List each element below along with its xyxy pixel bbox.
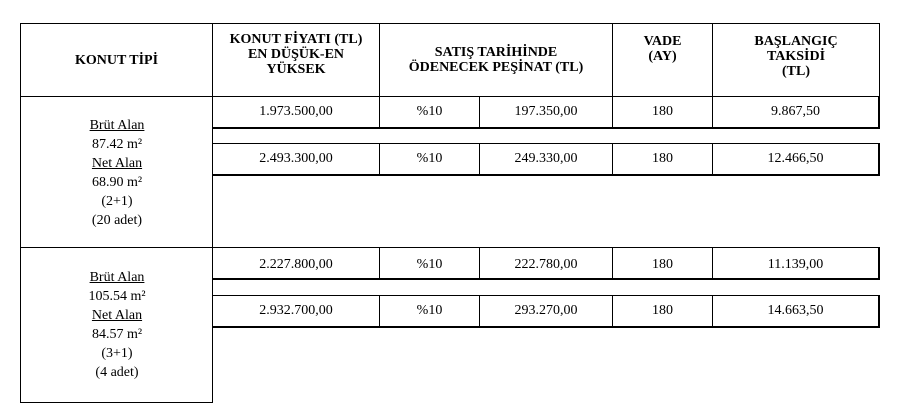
row-4-price: 2.932.700,00 [259,303,333,318]
left-column-bottom [20,402,213,403]
row-1-down: 197.350,00 [514,104,578,119]
row-3-down: 222.780,00 [514,257,578,272]
row-2-price: 2.493.300,00 [259,151,333,166]
group-1-brut-value: 87.42 m² [91,137,143,152]
header-fiyat-line1: KONUT FİYATI (TL) [229,32,363,47]
group-separator [20,247,213,248]
header-fiyat [213,24,379,96]
row-2-down: 249.330,00 [514,151,578,166]
header-vade-line2: (AY) [648,49,677,64]
group-2-brut-label: Brüt Alan [89,270,145,285]
row-4-down: 293.270,00 [514,303,578,318]
group-1-net-value: 68.90 m² [91,175,143,190]
group-1-brut-label: Brüt Alan [89,118,145,133]
header-pesinat [380,24,612,96]
row-2-term: 180 [652,151,673,166]
group-2-net-label: Net Alan [91,308,143,323]
group-2-brut-value: 105.54 m² [88,289,146,304]
row-1-price: 1.973.500,00 [259,104,333,119]
data-row [213,247,880,280]
data-row [213,96,880,129]
row-3-installment: 11.139,00 [767,257,824,272]
row-3-term: 180 [652,257,673,272]
row-2-installment: 12.466,50 [767,151,824,166]
data-row [213,295,880,328]
header-fiyat-line3: YÜKSEK [266,62,326,77]
header-fiyat-line2: EN DÜŞÜK-EN [247,47,345,62]
header-pesinat-line2: ÖDENECEK PEŞİNAT (TL) [408,60,584,75]
header-right-border [879,23,880,97]
header-taksit-line3: (TL) [782,64,810,79]
group-2-net-value: 84.57 m² [91,327,143,342]
row-3-rate: %10 [416,257,443,272]
data-row [213,143,880,176]
group-2-count: (4 adet) [95,365,139,380]
header-vade [613,24,712,96]
header-konut-tipi [21,24,212,96]
header-vade-line1: VADE [643,34,682,49]
group-2-description [21,268,213,382]
row-4-installment: 14.663,50 [767,303,824,318]
row-2-rate: %10 [416,151,443,166]
row-4-rate: %10 [416,303,443,318]
row-1-installment: 9.867,50 [771,104,820,119]
group-2-rooms: (3+1) [101,346,133,361]
header-pesinat-line1: SATIŞ TARİHİNDE [434,45,558,60]
header-taksit [713,24,879,96]
header-taksit-line1: BAŞLANGIÇ [754,34,838,49]
group-1-count: (20 adet) [91,213,143,228]
group-1-rooms: (2+1) [101,194,133,209]
group-1-net-label: Net Alan [91,156,143,171]
group-1-description [21,116,213,230]
header-taksit-line2: TAKSİDİ [766,49,826,64]
row-1-rate: %10 [416,104,443,119]
row-4-term: 180 [652,303,673,318]
row-3-price: 2.227.800,00 [259,257,333,272]
header-konut-tipi-text: KONUT TİPİ [74,52,159,68]
row-1-term: 180 [652,104,673,119]
